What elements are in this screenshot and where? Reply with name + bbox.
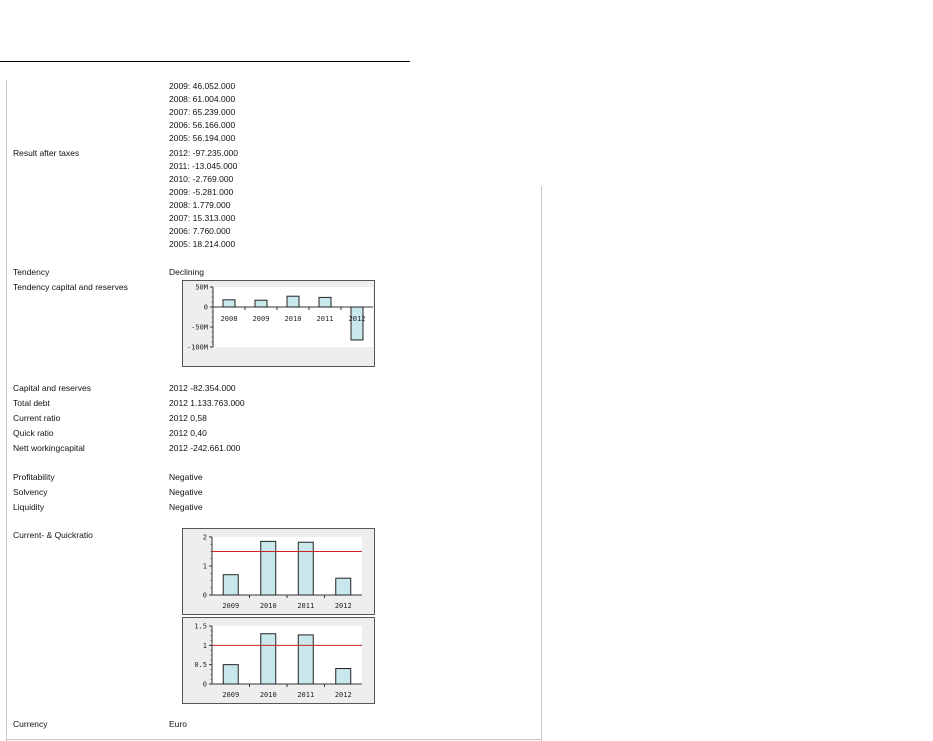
- current-ratio-value: 2012 0,58: [169, 413, 207, 423]
- result-year-value: 2008: 1.779.000: [169, 200, 231, 210]
- total-debt-label: Total debt: [13, 398, 50, 408]
- total-debt-value: 2012 1.133.763.000: [169, 398, 245, 408]
- bar-2008: [223, 300, 235, 307]
- profitability-label: Profitability: [13, 472, 55, 482]
- tendency-capital-label: Tendency capital and reserves: [13, 282, 128, 292]
- solvency-label: Solvency: [13, 487, 48, 497]
- x-tick-label: 2012: [348, 315, 366, 323]
- x-tick-label: 2012: [334, 691, 352, 699]
- currency-label: Currency: [13, 719, 48, 729]
- current-quickratio-label: Current- & Quickratio: [13, 530, 93, 540]
- y-tick-label: 2: [202, 533, 207, 542]
- nett-workingcapital-label: Nett workingcapital: [13, 443, 85, 453]
- x-tick-label: 2010: [284, 315, 302, 323]
- y-tick-label: 0: [202, 591, 207, 600]
- panel-right-border: [541, 186, 542, 741]
- bar-2010: [261, 634, 276, 684]
- result-year-value: 2009: -5.281.000: [169, 187, 234, 197]
- panel-bottom-border: [6, 739, 542, 740]
- current-ratio-label: Current ratio: [13, 413, 61, 423]
- revenue-year-value: 2008: 61.004.000: [169, 94, 236, 104]
- capital-reserves-label: Capital and reserves: [13, 383, 91, 393]
- y-tick-label: 0.5: [194, 661, 207, 670]
- x-tick-label: 2010: [259, 691, 277, 699]
- liquidity-value: Negative: [169, 502, 203, 512]
- x-tick-label: 2010: [259, 602, 277, 610]
- y-tick-label: 0: [202, 680, 207, 689]
- bar-2009: [223, 665, 238, 684]
- result-year-value: 2011: -13.045.000: [169, 161, 238, 171]
- y-tick-label: -50M: [191, 323, 208, 332]
- result-year-value: 2006: 7.760.000: [169, 226, 231, 236]
- bar-2012: [336, 669, 351, 684]
- quick-ratio-chart-svg: [183, 618, 376, 705]
- result-year-value: 2010: -2.769.000: [169, 174, 234, 184]
- revenue-year-value: 2009: 46.052.000: [169, 81, 236, 91]
- capital-reserves-value: 2012 -82.354.000: [169, 383, 236, 393]
- tendency-capital-chart-svg: [183, 281, 376, 368]
- bar-2012: [351, 307, 363, 340]
- tendency-capital-chart: [182, 280, 375, 367]
- x-tick-label: 2008: [220, 315, 238, 323]
- y-tick-label: 1.5: [194, 622, 207, 631]
- x-tick-label: 2011: [316, 315, 334, 323]
- revenue-year-value: 2007: 65.239.000: [169, 107, 236, 117]
- y-tick-label: 0: [203, 303, 208, 312]
- result-year-value: 2005: 18.214.000: [169, 239, 236, 249]
- bar-2011: [298, 635, 313, 684]
- currency-value: Euro: [169, 719, 187, 729]
- panel-left-border: [6, 80, 7, 741]
- bar-2009: [255, 300, 267, 307]
- liquidity-label: Liquidity: [13, 502, 45, 512]
- x-tick-label: 2009: [222, 691, 240, 699]
- bar-2010: [287, 296, 299, 307]
- solvency-value: Negative: [169, 487, 203, 497]
- result-after-taxes-label: Result after taxes: [13, 148, 80, 158]
- x-tick-label: 2011: [297, 691, 315, 699]
- bar-2012: [336, 578, 351, 595]
- tendency-value: Declining: [169, 267, 204, 277]
- quick-ratio-chart: [182, 617, 375, 704]
- x-tick-label: 2012: [334, 602, 352, 610]
- revenue-year-value: 2005: 56.194.000: [169, 133, 236, 143]
- y-tick-label: -100M: [186, 343, 208, 352]
- bar-2010: [261, 541, 276, 595]
- x-tick-label: 2011: [297, 602, 315, 610]
- revenue-year-value: 2006: 56.166.000: [169, 120, 236, 130]
- quick-ratio-label: Quick ratio: [13, 428, 54, 438]
- current-ratio-chart-svg: [183, 529, 376, 616]
- header-divider: [0, 61, 410, 62]
- quick-ratio-value: 2012 0,40: [169, 428, 207, 438]
- tendency-label: Tendency: [13, 267, 50, 277]
- bar-2009: [223, 575, 238, 595]
- y-tick-label: 50M: [195, 283, 208, 292]
- x-tick-label: 2009: [222, 602, 240, 610]
- y-tick-label: 1: [202, 641, 207, 650]
- bar-2011: [298, 542, 313, 595]
- x-tick-label: 2009: [252, 315, 270, 323]
- profitability-value: Negative: [169, 472, 203, 482]
- y-tick-label: 1: [202, 562, 207, 571]
- bar-2011: [319, 297, 331, 307]
- current-ratio-chart: [182, 528, 375, 615]
- result-year-value: 2012: -97.235.000: [169, 148, 239, 158]
- nett-workingcapital-value: 2012 -242.661.000: [169, 443, 241, 453]
- result-year-value: 2007: 15.313.000: [169, 213, 236, 223]
